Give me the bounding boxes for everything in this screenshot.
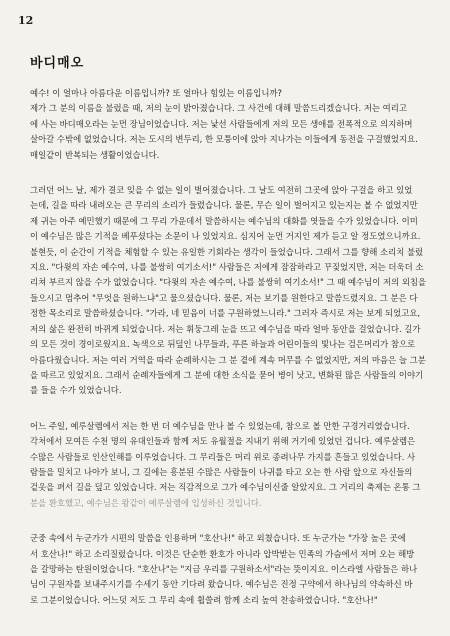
text-line: 불현듯, 이 순간이 기적을 체험할 수 있는 유일한 기회라는 생각이 들었습니다. 그래서 그를 향해 소리치 불렀 xyxy=(30,246,424,257)
text-line: 그러던 어느 날, 제가 결코 잊을 수 없는 일이 벌어졌습니다. 그 날도 여전히 그곳에 앉아 구걸을 하고 있었 xyxy=(30,185,413,196)
text-line: 살아갈 수밖에 없었습니다. 저는 도시의 변두리, 한 모퉁이에 앉아 지나가는 이들에게 동전을 구걸했었지요. xyxy=(30,134,418,145)
text-line: 이 예수님은 많은 기적을 베푸셨다는 소문이 나 있었지요. 심지어 눈먼 거지인 제가 듣고 알 정도였으니까요. xyxy=(30,231,421,242)
text-line: 군중 속에서 누군가가 시편의 말씀을 인용하며 "호산나!" 하고 외쳤습니다. 또 누군가는 "가장 높은 곳에 xyxy=(30,533,406,544)
text-line: 을 따르고 있었지요. 그래서 순례자들에게 그 분에 대한 소식을 묻어 병이 낫고, 변화된 많은 사람들의 이야기 xyxy=(30,369,424,380)
text-line: 에 사는 바디매오라는 눈먼 장님이었습니다. 저는 낯선 사람들에게 저의 모든 생애를 전폭적으로 의지하며 xyxy=(30,118,413,129)
text-line: 겉옷을 펴서 길을 덮고 있었습니다. 저는 직감적으로 그가 예수님이신줄 알았지요. 그 거리의 축제는 온통 그 xyxy=(30,482,421,493)
text-line: 각처에서 모여든 수천 명의 유대인들과 함께 저도 유월절을 지내기 위해 거기에 있었던 겁니다. 예루살렘은 xyxy=(30,436,416,447)
text-line: 수많은 사람들로 인산인해를 이루었습니다. 그 무리들은 머리 위로 종려나무 가지를 흔들고 있었습니다. 사 xyxy=(30,451,416,462)
text-line: 리쳐 부르지 않을 수가 없었습니다. "다윗의 자손 예수여, 나를 불쌍히 여기소서!" 그 때 예수님이 저의 외침을 xyxy=(30,277,427,288)
article-body xyxy=(30,86,428,628)
page-title: 바디매오 xyxy=(30,56,85,71)
text-line: 님이 구원자를 보내주시기를 수세기 동안 기다려 왔습니다. 예수님은 진정 구약에서 하나님의 약속하신 바 xyxy=(30,579,413,590)
paragraph-2 xyxy=(30,183,428,399)
paragraph-4 xyxy=(30,531,428,608)
text-line: 를 들을 수가 있었습니다. xyxy=(30,385,122,396)
paragraph-3 xyxy=(30,419,428,511)
text-line: 의 모든 것이 경이로웠지요. 녹색으로 뒤덮인 나무들과, 푸른 하늘과 어린이들의 빛나는 검은머리가 참으로 xyxy=(30,339,416,350)
text-line: 로 그분이었습니다. 어느덧 저도 그 무리 속에 휩쓸려 함께 소리 높여 찬송하였습니다. "호산나!" xyxy=(30,594,378,605)
page-number: 12 xyxy=(18,14,34,27)
text-line: 제 귀는 아주 예민했기 때문에 그 무리 가운데서 말씀하시는 예수님의 대화를 엿들을 수가 있었습니다. 이미 xyxy=(30,215,418,226)
paragraph-1 xyxy=(30,86,428,163)
text-line: 아름다웠습니다. 저는 여러 거역을 따라 순례하시는 그 분 곁에 계속 머무를 수 없었지만, 저의 마음은 늘 그분 xyxy=(30,354,426,365)
text-line: 분을 환호했고, 예수님은 왕같이 예루살렘에 입성하신 것입니다. xyxy=(30,497,262,508)
text-line: 저의 삶은 완전히 바뀌게 되었습니다. 저는 휘둥그레 눈을 뜨고 예수님을 따라 얼마 동안을 걸었습니다. 길가 xyxy=(30,323,421,334)
text-line: 는데, 길을 따라 내려오는 큰 무리의 소리가 들렸습니다. 물론, 무슨 일이 벌어지고 있는지는 볼 수 없었지만 xyxy=(30,200,418,211)
text-line: 들으시고 멈추어 "무엇을 원하느냐"고 물으셨습니다. 물론, 저는 보기를 원한다고 말씀드렸지요. 그 분은 다 xyxy=(30,292,418,303)
text-line: 정한 목소리로 말씀하셨습니다. "가라, 네 믿음이 너를 구원하였느니라." 그러자 즉시로 저는 보게 되었고요, xyxy=(30,308,421,319)
text-line: 예수! 이 얼마나 아름다운 이름입니까? 또 얼마나 힘있는 이름입니까? xyxy=(30,88,282,98)
text-line: 을 갈망하는 탄원이었습니다. "호산나"는 "지금 우리를 구원하소서"라는 뜻이지요. 이스라엘 사람들은 하나 xyxy=(30,563,418,574)
text-line: 지요. "다윗의 자손 예수여, 나를 불쌍히 여기소서!" 사람들은 저에게 잠잠하라고 꾸짖었지만, 저는 더욱더 소 xyxy=(30,262,424,273)
text-line: 제가 그 분의 이름을 불렀을 때, 저의 눈이 밝아졌습니다. 그 사건에 대해 말씀드리겠습니다. 저는 여리고 xyxy=(30,103,407,114)
text-line: 람들을 밀치고 나아가 보니, 그 길에는 흥분된 수많은 사람들이 나귀를 타고 오는 한 사람 앞으로 자신들의 xyxy=(30,466,413,477)
text-line: 어느 주일, 예루살렘에서 저는 한 번 더 예수님을 만나 볼 수 있었는데, 참으로 볼 만한 구경거리였습니다. xyxy=(30,420,410,431)
text-line: 매일같이 반복되는 생활이었습니다. xyxy=(30,149,160,160)
text-line: 서 호산나!" 하고 소리질렀습니다. 이것은 단순한 환호가 아니라 압박받는 민족의 가슴에서 저며 오는 해방 xyxy=(30,548,415,559)
